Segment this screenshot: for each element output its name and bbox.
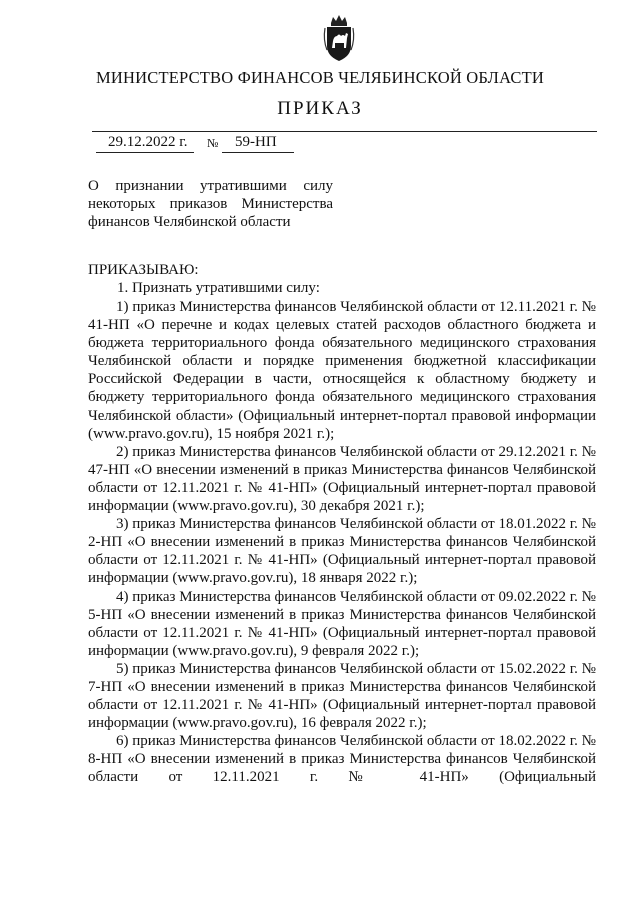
number-sign: №	[207, 136, 219, 150]
decree-word: ПРИКАЗЫВАЮ:	[88, 262, 199, 278]
number-underline	[222, 152, 294, 153]
list-item: 2) приказ Министерства финансов Челябинской области от 29.12.2021 г. № 47-НП «О внесении изменений в приказ Министерства финансов Челябинской области от 12.11.2021 г. № 41-НП» (Официальный интернет-портал правовой информации (www.pravo.gov.ru), 30 декабря 2021 г.);	[88, 443, 596, 515]
header-rule	[92, 131, 597, 132]
document-date: 29.12.2022 г.	[108, 134, 188, 150]
list-item: 6) приказ Министерства финансов Челябинской области от 18.02.2022 г. № 8-НП «О внесении изменений в приказ Министерства финансов Челябинской области от 12.11.2021 г. № 41-НП» (Официальный	[88, 733, 596, 786]
coat-of-arms-icon	[322, 14, 356, 62]
list-item: 3) приказ Министерства финансов Челябинской области от 18.01.2022 г. № 2-НП «О внесении изменений в приказ Министерства финансов Челябинской области от 12.11.2021 г. № 41-НП» (Официальный интернет-портал правовой информации (www.pravo.gov.ru), 18 января 2022 г.);	[88, 516, 596, 587]
date-underline	[96, 152, 194, 153]
document-subject: О признании утратившими силу некоторых приказов Министерства финансов Челябинской области	[88, 178, 333, 230]
document-number: 59-НП	[235, 134, 277, 150]
ministry-name: МИНИСТЕРСТВО ФИНАНСОВ ЧЕЛЯБИНСКОЙ ОБЛАСТИ	[96, 68, 544, 87]
list-item: 4) приказ Министерства финансов Челябинской области от 09.02.2022 г. № 5-НП «О внесении изменений в приказ Министерства финансов Челябинской области от 12.11.2021 г. № 41-НП» (Официальный интернет-портал правовой информации (www.pravo.gov.ru), 9 февраля 2022 г.);	[88, 588, 596, 659]
list-item: 1) приказ Министерства финансов Челябинской области от 12.11.2021 г. № 41-НП «О перечне и кодах целевых статей расходов областного бюджета и бюджета территориального фонда обязательного медицинского страхования Челябинской области и порядке применения бюджетной классификации Российской Федерации в части, относящейся к областному бюджету и бюджету территориального фонда обязательного медицинского страхования Челябинской области» (Официальный интернет-портал правовой информации (www.pravo.gov.ru), 15 ноября 2021 г.);	[88, 299, 596, 442]
repealed-orders-list	[88, 298, 596, 787]
clause-1: 1. Признать утратившими силу:	[117, 280, 320, 296]
document-type: ПРИКАЗ	[277, 98, 363, 119]
list-item: 5) приказ Министерства финансов Челябинской области от 15.02.2022 г. № 7-НП «О внесении изменений в приказ Министерства финансов Челябинской области от 12.11.2021 г. № 41-НП» (Официальный интернет-портал правовой информации (www.pravo.gov.ru), 16 февраля 2022 г.);	[88, 660, 596, 732]
